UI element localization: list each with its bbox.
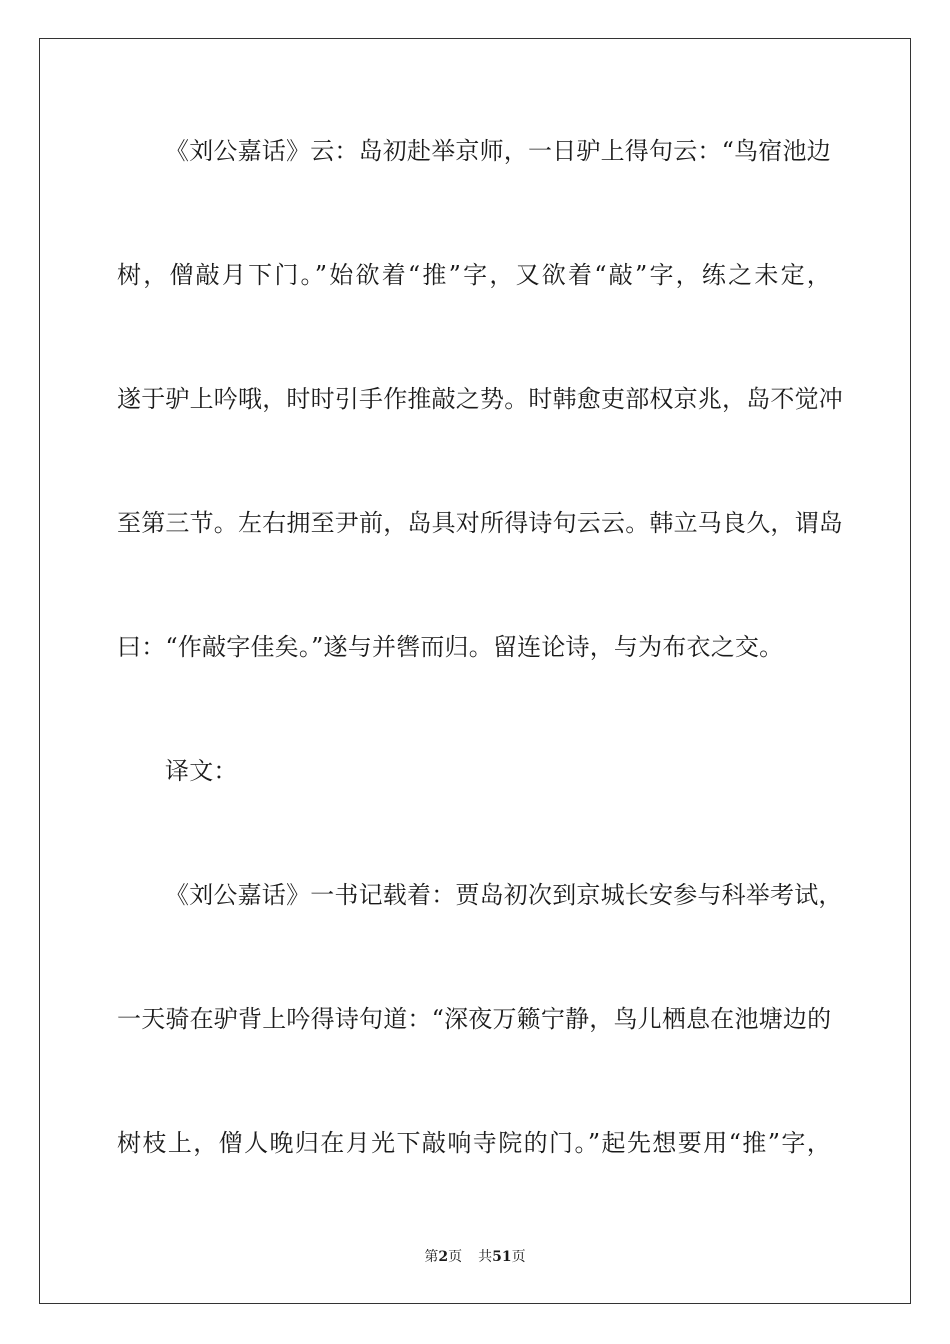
footer-total-number: 51 [492, 1249, 512, 1265]
translation-line-2: 一天骑在驴背上吟得诗句道：“深夜万籁宁静，鸟儿栖息在池塘边的 [117, 1005, 832, 1033]
paragraph-line-5: 曰：“作敲字佳矣。”遂与并辔而归。留连论诗，与为布衣之交。 [117, 633, 784, 661]
translation-line-3: 树枝上，僧人晚归在月光下敲响寺院的门。”起先想要用“推”字， [117, 1129, 831, 1157]
footer-total-suffix: 页 [511, 1249, 526, 1265]
footer-page-number: 2 [438, 1249, 449, 1265]
paragraph-line-2: 树，僧敲月下门。”始欲着“推”字，又欲着“敲”字，练之未定， [117, 261, 831, 289]
paragraph-line-1: 《刘公嘉话》云：岛初赴举京师，一日驴上得句云：“鸟宿池边 [165, 137, 831, 165]
paragraph-line-3: 遂于驴上吟哦，时时引手作推敲之势。时韩愈吏部权京兆，岛不觉冲 [117, 385, 843, 413]
footer-page-prefix: 第 [424, 1249, 439, 1265]
translation-heading: 译文： [165, 757, 238, 785]
paragraph-line-4: 至第三节。左右拥至尹前，岛具对所得诗句云云。韩立马良久，谓岛 [117, 509, 843, 537]
translation-line-1: 《刘公嘉话》一书记载着：贾岛初次到京城长安参与科举考试， [165, 881, 843, 909]
page-border [39, 38, 911, 1304]
page-footer [0, 1248, 950, 1266]
footer-total-prefix: 共 [478, 1249, 493, 1265]
footer-page-suffix: 页 [448, 1249, 463, 1265]
